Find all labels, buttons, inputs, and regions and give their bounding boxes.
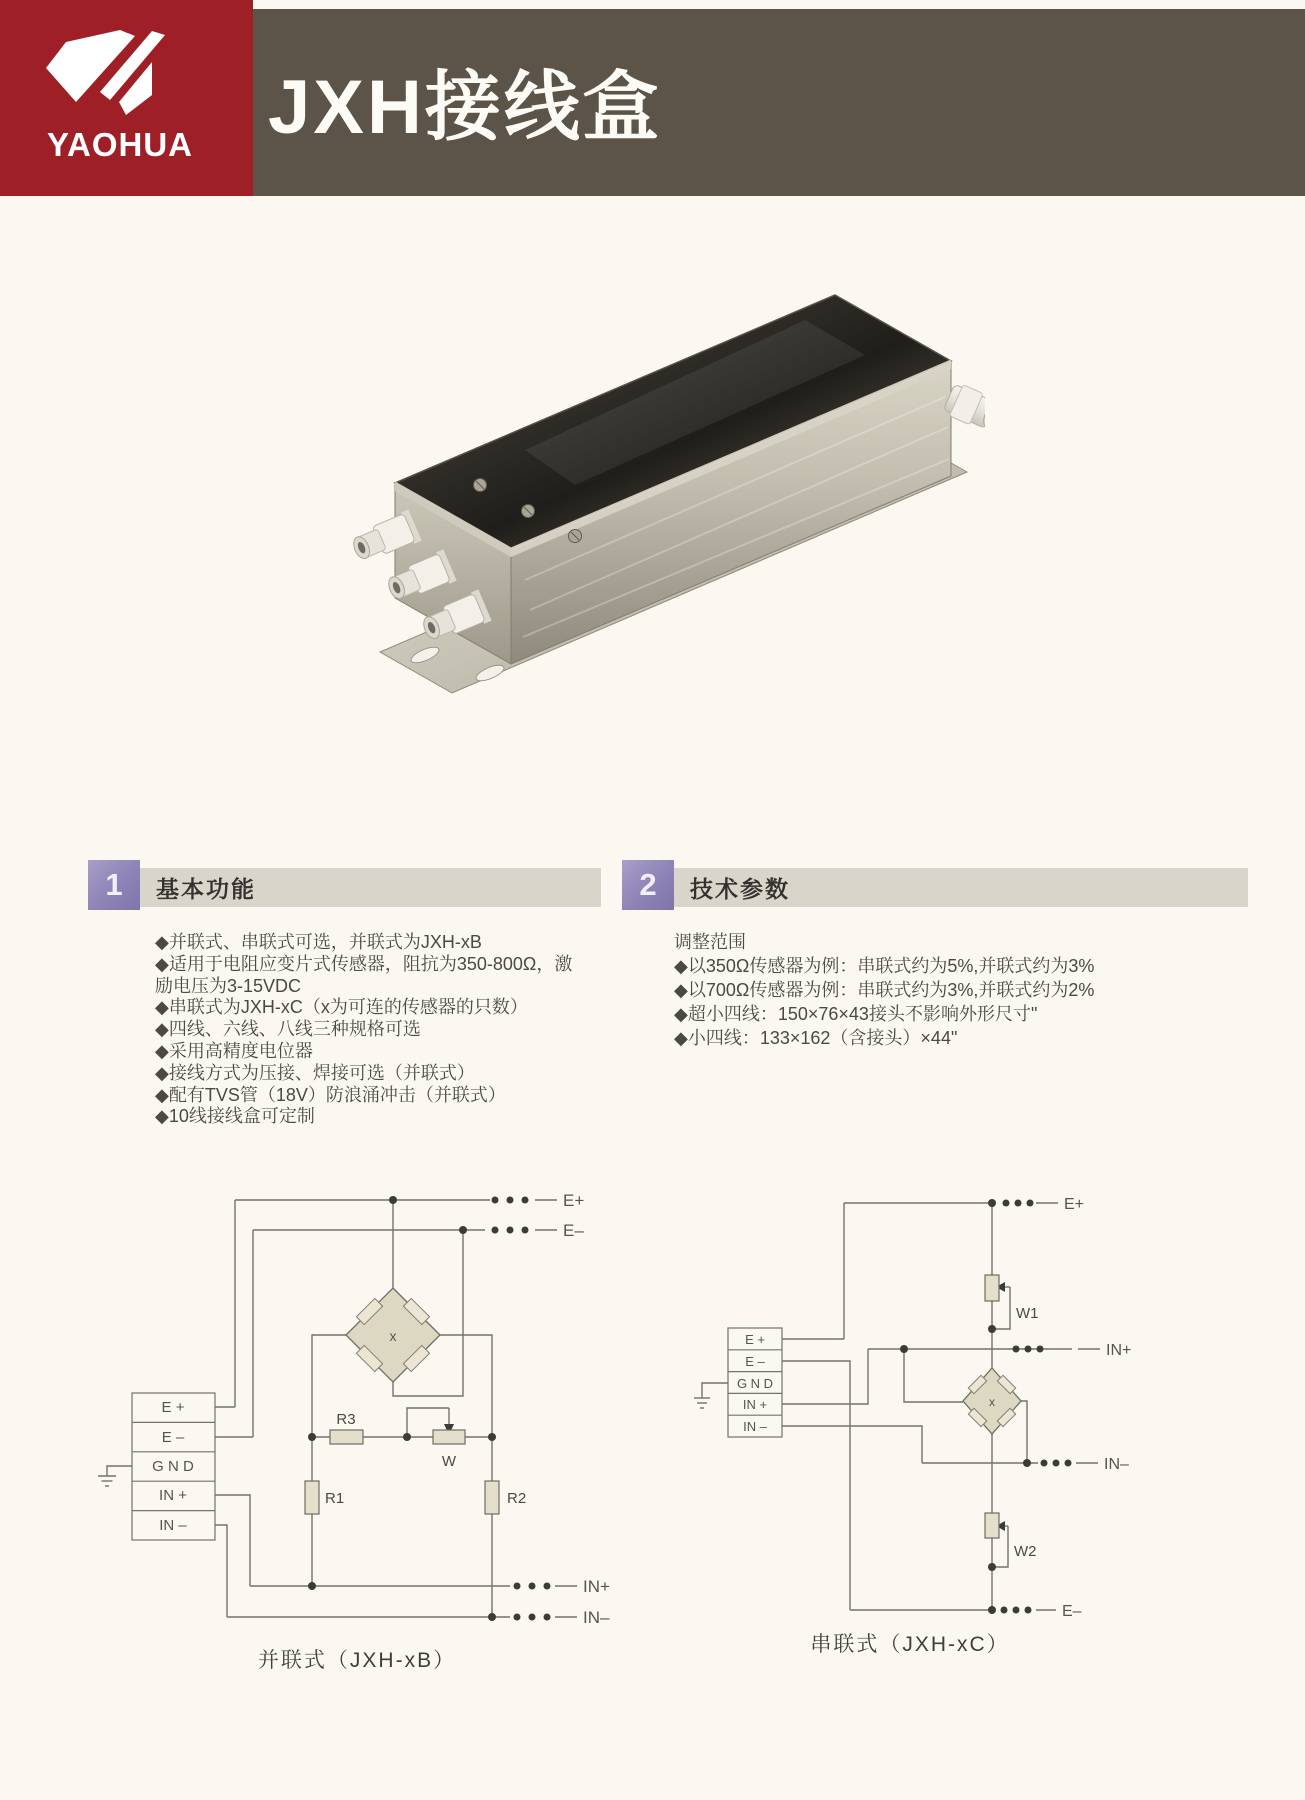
brand-block: [0, 0, 253, 196]
label-r1: R1: [325, 1490, 345, 1507]
section-2-titlebar: [674, 868, 1248, 907]
resistor-r3: [330, 1430, 363, 1444]
rail-label-e-minus: E–: [563, 1221, 584, 1240]
section-1-title: 基本功能: [156, 876, 256, 902]
section-2-bullets: [674, 930, 1254, 1050]
continuation-dots: [492, 1197, 551, 1621]
terminal-label: E +: [745, 1332, 765, 1347]
terminal-label: G N D: [736, 1376, 774, 1391]
rail-label-in-minus: IN–: [1104, 1456, 1129, 1473]
bullet-item: ◆串联式为JXH-xC（x为可连的传感器的只数）: [155, 997, 528, 1018]
bullet-item: ◆并联式、串联式可选，并联式为JXH-xB: [155, 932, 482, 952]
section-1-bullets: [155, 932, 583, 1128]
bullet-item: ◆配有TVS管（18V）防浪涌冲击（并联式）: [155, 1084, 506, 1105]
bullet-item: ◆以350Ω传感器为例：串联式约为5%,并联式约为3%: [674, 956, 1095, 976]
yaohua-logo-icon: [36, 22, 204, 126]
ground-icon: [98, 1476, 116, 1486]
load-cell-bridge: [963, 1368, 1021, 1434]
terminal-label: G N D: [152, 1458, 194, 1475]
section-1-number: 1: [88, 860, 140, 910]
diagram-caption: 并联式（JXH-xB）: [257, 1649, 457, 1672]
rail-label-in-minus: IN–: [583, 1608, 610, 1627]
bridge-label: x: [389, 1328, 397, 1344]
terminal-label: E –: [745, 1354, 765, 1369]
bullet-item: ◆适用于电阻应变片式传感器，阻抗为350-800Ω，激励电压为3-15VDC: [155, 953, 573, 996]
label-w: W: [441, 1453, 457, 1470]
bullet-item: ◆接线方式为压接、焊接可选（并联式）: [155, 1062, 475, 1083]
rail-label-e-minus: E–: [1062, 1603, 1082, 1620]
series-circuit-diagram: [660, 1185, 1220, 1685]
rail-label-e-plus: E+: [1064, 1196, 1085, 1213]
terminal-label: IN –: [159, 1517, 187, 1534]
terminal-label: E +: [161, 1399, 185, 1416]
terminal-block: [132, 1393, 215, 1540]
bullet-item: ◆小四线：133×162（含接头）×44": [674, 1028, 958, 1048]
potentiometer-w2: [985, 1513, 999, 1538]
bullet-item: ◆采用高精度电位器: [155, 1040, 313, 1061]
bullet-item: ◆超小四线：150×76×43接头不影响外形尺寸": [674, 1004, 1038, 1024]
terminal-label: IN +: [742, 1397, 768, 1412]
resistor-r1: [305, 1481, 319, 1514]
bullet-item: ◆四线、六线、八线三种规格可选: [155, 1019, 421, 1040]
diagram-caption: 串联式（JXH-xC）: [810, 1633, 1010, 1656]
section-2-title: 技术参数: [690, 876, 790, 902]
parallel-circuit-diagram: [95, 1185, 640, 1685]
brand-name: YAOHUA: [47, 126, 193, 163]
terminal-label: E –: [161, 1429, 185, 1446]
ground-icon: [694, 1398, 710, 1408]
rail-label-in-plus: IN+: [583, 1577, 610, 1596]
resistor-r2: [485, 1481, 499, 1514]
label-r2: R2: [507, 1490, 527, 1507]
label-r3: R3: [336, 1411, 356, 1428]
load-cell-bridge: [346, 1288, 440, 1382]
product-photo: [245, 235, 985, 695]
label-w2: W2: [1014, 1543, 1037, 1560]
bullet-item: ◆10线接线盒可定制: [155, 1106, 315, 1127]
junction-dots: [308, 1196, 496, 1621]
section-2-intro: 调整范围: [674, 932, 746, 952]
label-w1: W1: [1016, 1305, 1039, 1322]
terminal-label: IN +: [159, 1487, 187, 1504]
section-2-number: 2: [622, 860, 674, 910]
terminal-label: IN –: [743, 1419, 767, 1434]
rail-label-in-plus: IN+: [1106, 1342, 1132, 1359]
potentiometer-w1: [985, 1275, 999, 1301]
potentiometer-w: [433, 1430, 465, 1444]
bridge-label: x: [989, 1395, 995, 1409]
rail-label-e-plus: E+: [563, 1191, 585, 1210]
bullet-item: ◆以700Ω传感器为例：串联式约为3%,并联式约为2%: [674, 980, 1095, 1000]
terminal-block: [728, 1328, 782, 1437]
section-1-titlebar: [140, 868, 601, 907]
page-title: JXH接线盒: [268, 65, 662, 150]
